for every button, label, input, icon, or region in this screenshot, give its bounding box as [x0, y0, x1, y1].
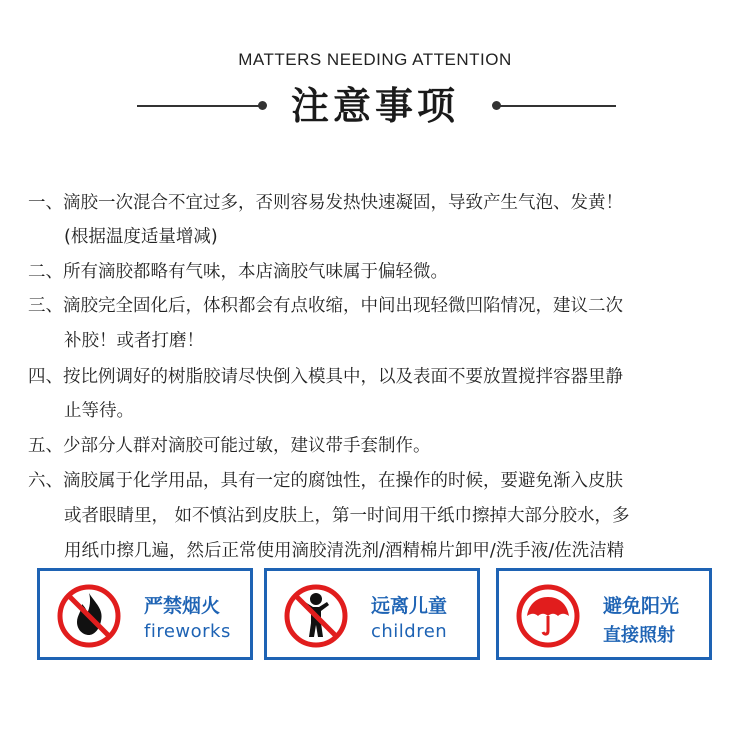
note-line: 补胶！或者打磨！: [64, 331, 204, 351]
note-line: 或者眼睛里， 如不慎沾到皮肤上，第一时间用干纸巾擦掉大部分胶水，多: [64, 506, 630, 526]
no-children-icon: [281, 583, 351, 649]
title-dot-left: [258, 101, 267, 110]
note-line: 一、滴胶一次混合不宜过多，否则容易发热快速凝固，导致产生气泡、发黄！: [28, 193, 623, 213]
sign-no-children: [264, 568, 480, 660]
title-divider-right: [494, 105, 616, 107]
sign-cn-label: 避免阳光: [603, 595, 680, 617]
sign-no-fire: [37, 568, 253, 660]
note-line: 二、所有滴胶都略有气味，本店滴胶气味属于偏轻微。: [28, 262, 448, 282]
note-line: 止等待。: [64, 401, 134, 421]
no-fire-icon: [54, 583, 124, 649]
page-subtitle: MATTERS NEEDING ATTENTION: [238, 50, 512, 69]
sign-cn-label-2: 直接照射: [603, 625, 675, 646]
note-line: (根据温度适量增减): [64, 227, 218, 247]
sign-en-label: fireworks: [144, 621, 231, 642]
sign-cn-label: 严禁烟火: [144, 595, 221, 617]
sign-avoid-sunlight: [496, 568, 712, 660]
note-line: 六、滴胶属于化学用品，具有一定的腐蚀性，在操作的时候，要避免渐入皮肤: [28, 471, 623, 491]
no-umbrella-icon: [513, 583, 583, 649]
warning-signs: [0, 568, 750, 680]
sign-en-label: children: [371, 621, 448, 642]
title-row: [0, 80, 750, 132]
note-line: 三、滴胶完全固化后，体积都会有点收缩，中间出现轻微凹陷情况，建议二次: [28, 296, 623, 316]
note-line: 四、按比例调好的树脂胶请尽快倒入模具中，以及表面不要放置搅拌容器里静: [28, 367, 623, 387]
note-line: 五、少部分人群对滴胶可能过敏，建议带手套制作。: [28, 436, 431, 456]
page-title: 注意事项: [290, 84, 459, 128]
sign-cn-label: 远离儿童: [371, 595, 448, 617]
title-divider-left: [137, 105, 260, 107]
note-line: 用纸巾擦几遍，然后正常使用滴胶清洗剂/酒精棉片卸甲/洗手液/佐洗洁精: [64, 541, 625, 561]
